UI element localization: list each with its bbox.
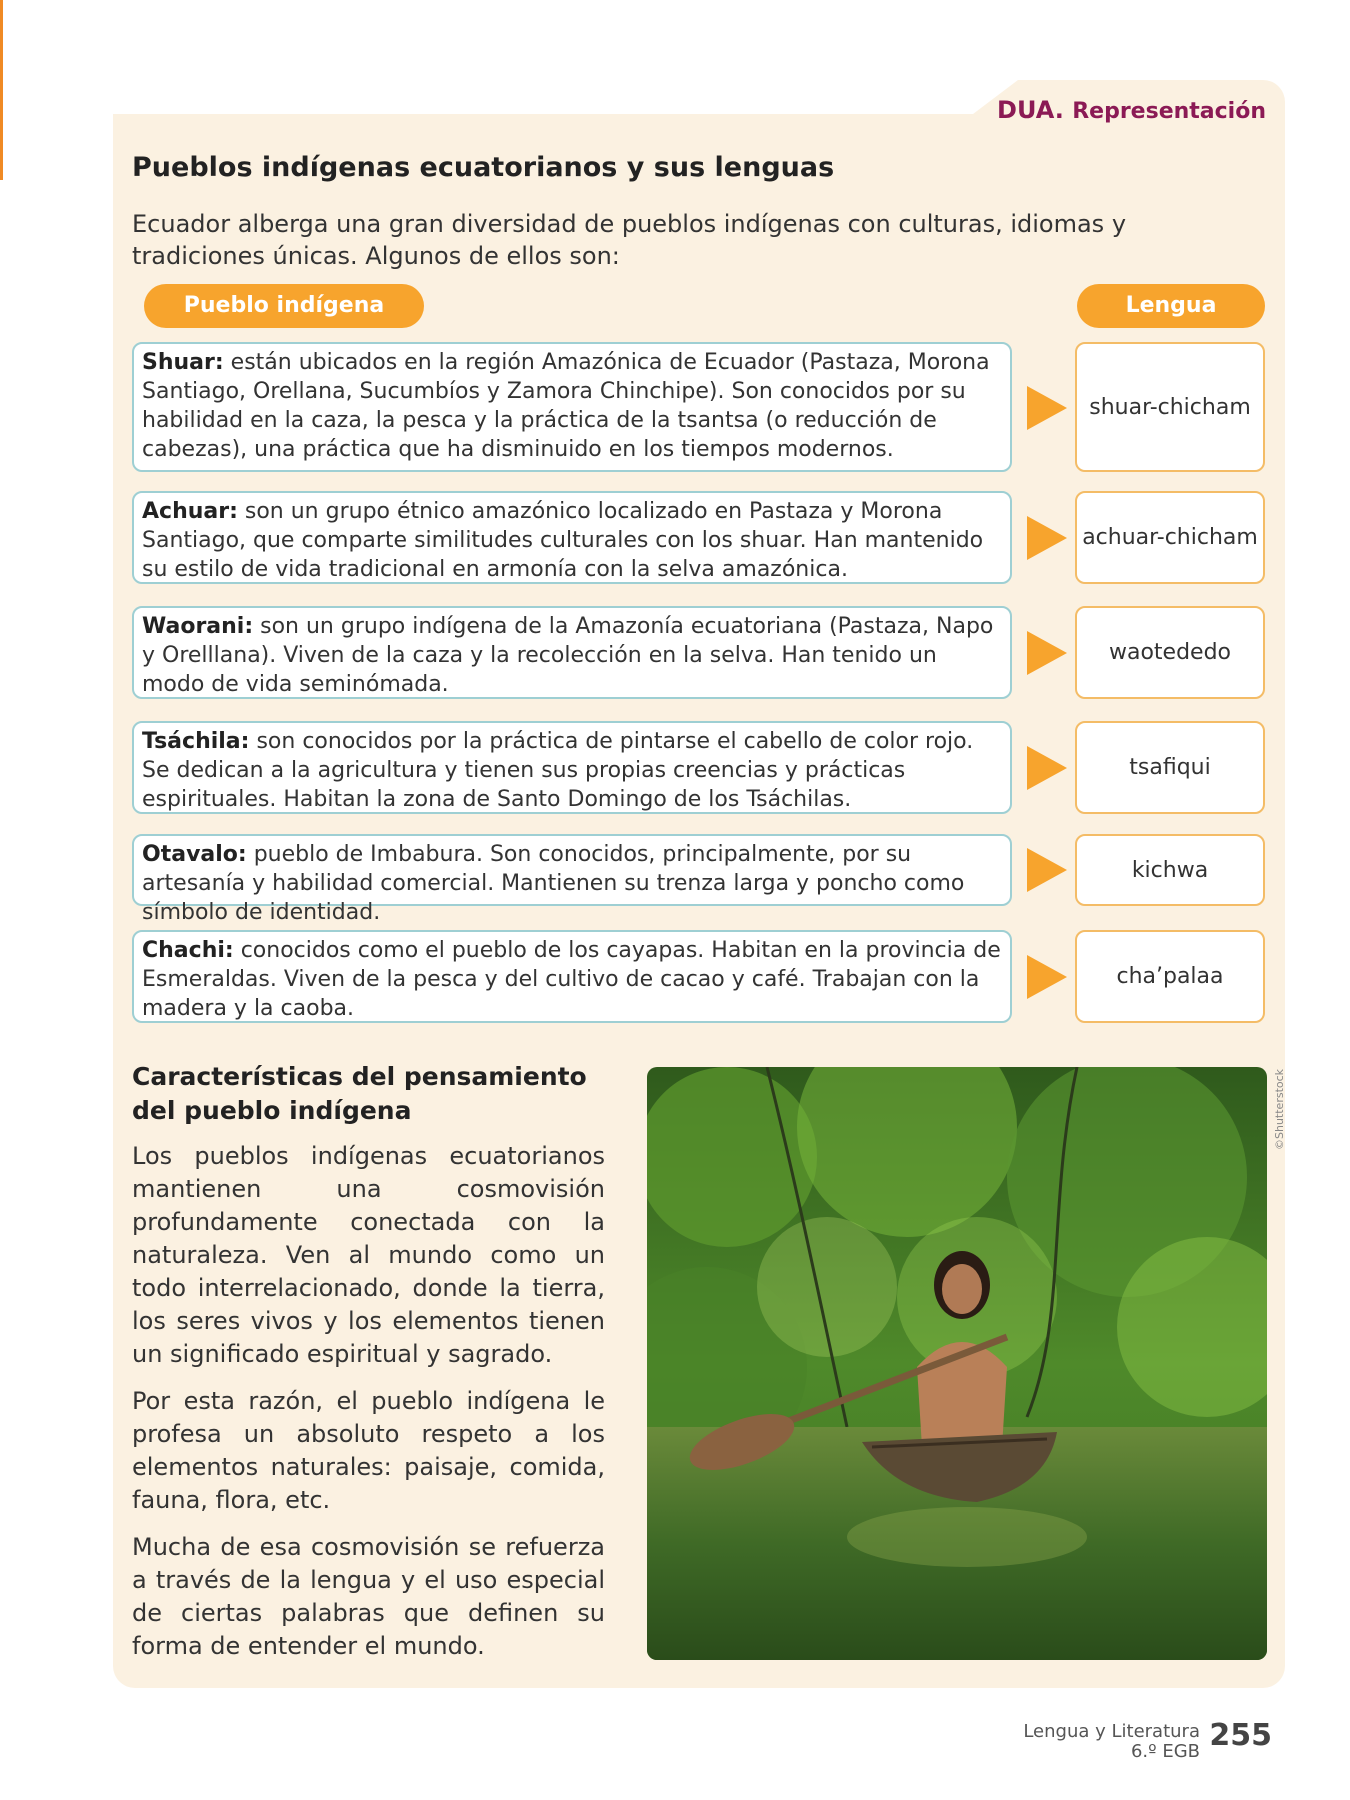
people-description-otavalo (132, 834, 1012, 925)
arrow-right-icon (1027, 955, 1067, 999)
people-text: están ubicados en la región Amazónica de Ecuador (Pastaza, Morona Santiago, Orellana, Sucumbíos y Zamora Chinchipe). Son conocidos por su habilidad en la caza, la pesca y la práctica de la tsantsa (o reducción de cabezas), una práctica que ha disminuido en los tiempos modernos. (142, 350, 990, 462)
language-box-chachi (1075, 930, 1265, 1023)
people-name: Otavalo: (142, 842, 247, 867)
dua-badge-bold: DUA. (997, 96, 1064, 124)
footer-subject-name: Lengua y Literatura (1023, 1721, 1200, 1742)
language-name: shuar-chicham (1089, 394, 1251, 420)
language-box-tsachila (1075, 721, 1265, 814)
language-box-shuar (1075, 342, 1265, 472)
people-description-achuar (132, 491, 1012, 584)
language-name: cha’palaa (1116, 964, 1224, 989)
language-box-otavalo (1075, 834, 1265, 906)
canoe-river-photo (647, 1067, 1267, 1660)
language-name: waotededo (1108, 640, 1232, 665)
page-number: 255 (1209, 1718, 1272, 1753)
arrow-right-icon (1027, 746, 1067, 790)
section-intro: Ecuador alberga una gran diversidad de pueblos indígenas con culturas, idiomas y tradiciones únicas. Algunos de ellos son: (132, 210, 1127, 270)
people-text: conocidos como el pueblo de los cayapas. Habitan en la provincia de Esmeraldas. Viven de la pesca y del cultivo de cacao y café. Trabajan con la madera y la caoba. (142, 938, 1001, 1021)
arrow-right-icon (1027, 848, 1067, 892)
thought-paragraph: Mucha de esa cosmovisión se refuerza a través de la lengua y el uso especial de ciertas palabras que definen su forma de entender el mundo. (132, 1533, 605, 1660)
thought-body (132, 1140, 605, 1677)
people-name: Achuar: (142, 499, 238, 524)
people-description-tsachila (132, 721, 1012, 814)
people-name: Chachi: (142, 938, 234, 963)
footer-grade: 6.º EGB (1130, 1741, 1200, 1762)
arrow-right-icon (1027, 631, 1067, 675)
dua-badge (997, 96, 1266, 124)
people-description-chachi (132, 930, 1012, 1023)
people-text: pueblo de Imbabura. Son conocidos, principalmente, por su artesanía y habilidad comercial. Mantienen su trenza larga y poncho como símbolo de identidad. (142, 842, 965, 925)
column-header-people: Pueblo indígena (144, 284, 424, 328)
language-box-waorani (1075, 606, 1265, 699)
people-text: son un grupo indígena de la Amazonía ecuatoriana (Pastaza, Napo y Orelllana). Viven de la caza y la recolección en la selva. Han tenido un modo de vida seminómada. (142, 614, 994, 697)
arrow-right-icon (1027, 386, 1067, 430)
footer-subject (1023, 1722, 1200, 1762)
people-name: Shuar: (142, 350, 224, 375)
people-description-shuar (132, 342, 1012, 472)
language-name: kichwa (1131, 857, 1209, 883)
language-name: achuar-chicham (1082, 525, 1258, 550)
people-name: Tsáchila: (142, 729, 250, 754)
language-name: tsafiqui (1129, 755, 1211, 780)
dua-badge-label: Representación (1072, 99, 1266, 124)
thought-paragraph: Los pueblos indígenas ecuatorianos mantienen una cosmovisión profundamente conectada con la naturaleza. Ven al mundo como un todo interrelacionado, donde la tierra, los seres vivos y los elementos tienen un significado espiritual y sagrado. (132, 1142, 605, 1368)
photo-credit: ©Shutterstock (1273, 1068, 1286, 1150)
people-text: son conocidos por la práctica de pintarse el cabello de color rojo. Se dedican a la agricultura y tienen sus propias creencias y prácticas espirituales. Habitan la zona de Santo Domingo de los Tsáchilas. (142, 729, 974, 812)
section-title: Pueblos indígenas ecuatorianos y sus lenguas (132, 152, 835, 183)
language-box-achuar (1075, 491, 1265, 584)
people-text: son un grupo étnico amazónico localizado en Pastaza y Morona Santiago, que comparte similitudes culturales con los shuar. Han mantenido su estilo de vida tradicional en armonía con la selva amazónica. (142, 499, 984, 582)
arrow-right-icon (1027, 516, 1067, 560)
column-header-language: Lengua (1077, 284, 1265, 328)
page-edge-accent (0, 0, 3, 180)
thought-paragraph: Por esta razón, el pueblo indígena le profesa un absoluto respeto a los elementos naturales: paisaje, comida, fauna, flora, etc. (132, 1387, 605, 1514)
people-description-waorani (132, 606, 1012, 699)
thought-title: Características del pensamiento del pueblo indígena (132, 1062, 587, 1125)
people-name: Waorani: (142, 614, 254, 639)
